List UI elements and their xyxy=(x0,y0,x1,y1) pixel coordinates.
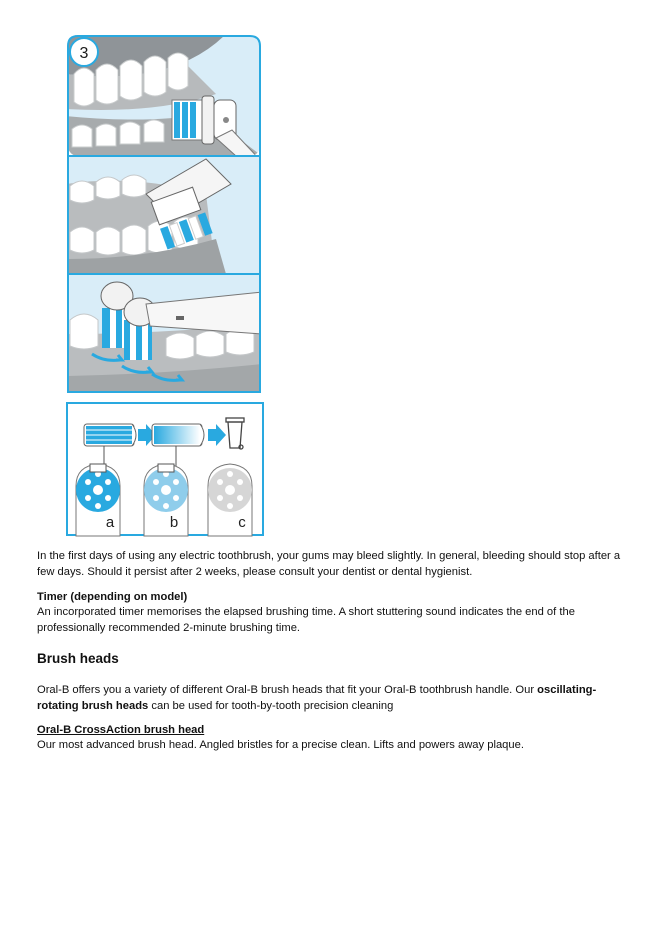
step-number: 3 xyxy=(79,45,89,62)
brush-head-label-c: c xyxy=(238,514,246,531)
brush-heads-illustration xyxy=(66,402,264,538)
brush-head-b xyxy=(144,464,188,536)
brushing-technique-illustration xyxy=(66,34,262,394)
brush-heads-heading: Brush heads xyxy=(37,651,119,666)
brush-head-label-a: a xyxy=(105,514,115,531)
crossaction-paragraph: Our most advanced brush head. Angled bristles for a precise clean. Lifts and powers away plaque. xyxy=(37,739,524,751)
oscillating-rotating-bold: oscillating-rotating brush heads xyxy=(37,684,597,712)
brush-heads-paragraph xyxy=(37,683,627,714)
panel-lower-teeth xyxy=(66,156,262,274)
timer-paragraph: An incorporated timer memorises the elapsed brushing time. A short stuttering sound indicates the end of the professionally recommended 2-minute brushing time. xyxy=(37,606,575,634)
bleeding-paragraph: In the first days of using any electric toothbrush, your gums may bleed slightly. In general, bleeding should stop after a few days. Should it persist after 2 weeks, please consult your dentist or dental hygienist. xyxy=(37,550,621,578)
brush-head-label-b: b xyxy=(169,514,179,531)
crossaction-heading-text: Oral-B CrossAction brush head xyxy=(37,724,205,736)
offer-text-1: Oral-B offers you a variety of different Oral-B brush heads that fit your Oral-B toothbrush handle. Our xyxy=(37,684,538,696)
panel-brush-movement xyxy=(66,274,262,394)
indicator-bristles-new xyxy=(84,424,136,446)
offer-text-2: can be used for tooth-by-tooth precision cleaning xyxy=(148,699,394,712)
crossaction-heading xyxy=(37,723,627,739)
indicator-bristles-faded xyxy=(152,424,204,446)
timer-heading: Timer (depending on model) xyxy=(37,591,188,603)
